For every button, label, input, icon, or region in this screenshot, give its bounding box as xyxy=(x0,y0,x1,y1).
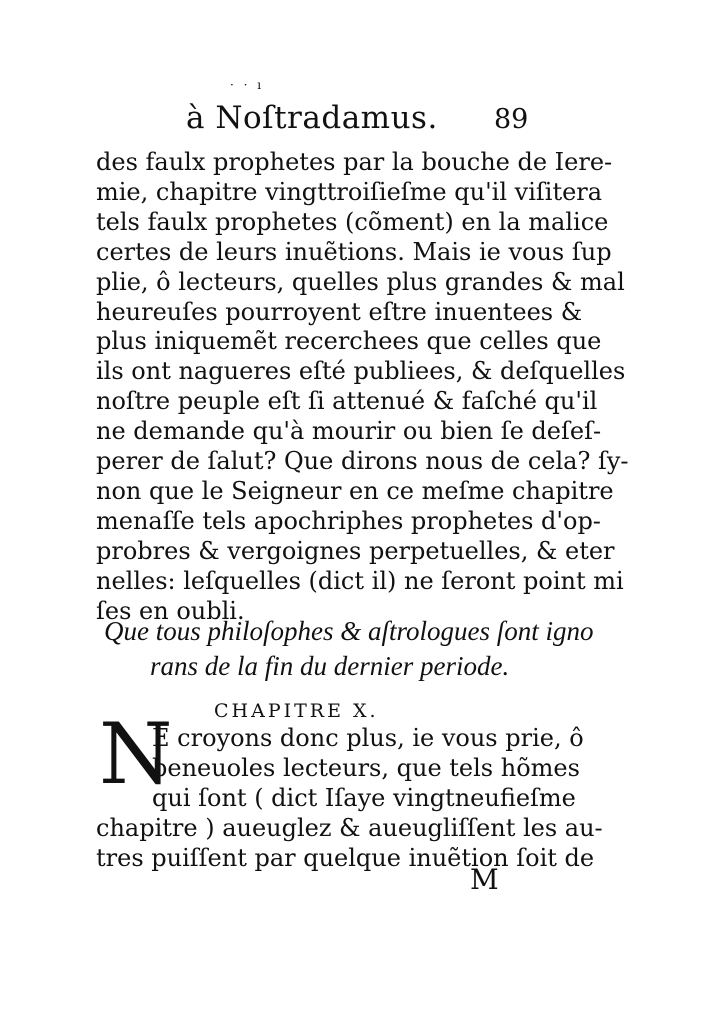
text-line: tres puiſſent par quelque inuẽtion ſoit de xyxy=(96,843,595,872)
text-line: tels faulx prophetes (cõment) en la malice xyxy=(96,207,609,236)
text-line: beneuoles lecteurs, que tels hõmes xyxy=(152,753,580,782)
text-line: menaſſe tels apochriphes prophetes d'op- xyxy=(96,506,601,535)
text-line: plus iniquemẽt recerchees que celles que xyxy=(96,327,602,356)
text-line: ſes en oubli. xyxy=(96,596,245,625)
text-line: E croyons donc plus, ie vous prie, ô xyxy=(152,724,584,752)
text-line: chapitre ) aueuglez & aueugliſſent les au- xyxy=(96,813,603,842)
text-line: mie, chapitre vingttroiſieſme qu'il viſitera xyxy=(96,177,603,206)
catchword: M xyxy=(470,863,499,896)
heading-line: rans de la fin du dernier periode. xyxy=(150,651,510,681)
text-line: noſtre peuple eſt ſi attenué & faſché qu'il xyxy=(96,387,598,416)
text-line: des faulx prophetes par la bouche de Iere- xyxy=(96,148,613,176)
text-line: probres & vergoignes perpetuelles, & eter xyxy=(96,536,615,565)
text-line: qui ſont ( dict Iſaye vingtneufieſme xyxy=(152,783,576,812)
text-line: perer de ſalut? Que dirons nous de cela? ſy- xyxy=(96,447,629,476)
heading-line: Que tous philoſophes & aſtrologues ſont igno xyxy=(104,616,594,646)
text-line: non que le Seigneur en ce meſme chapitre xyxy=(96,476,614,505)
body-paragraph xyxy=(96,148,629,627)
page-number: 89 xyxy=(494,104,529,135)
running-head: à Noſtradamus. xyxy=(186,100,438,136)
text-line: ils ont nagueres eſté publiees, & deſquelles xyxy=(96,357,626,386)
text-line: plie, ô lecteurs, quelles plus grandes & mal xyxy=(96,267,625,296)
ink-speck: · · ı xyxy=(230,78,265,92)
drop-cap-initial: N xyxy=(99,705,173,803)
text-line: certes de leurs inuẽtions. Mais ie vous ſup xyxy=(96,237,612,266)
text-line: ne demande qu'à mourir ou bien ſe deſeſ- xyxy=(96,417,602,446)
chapter-paragraph xyxy=(96,724,603,874)
chapter-label: CHAPITRE X. xyxy=(214,700,379,722)
text-line: heureuſes pourroyent eſtre inuentees & xyxy=(96,297,583,326)
text-line: nelles: leſquelles (dict il) ne ſeront point mi xyxy=(96,566,624,595)
section-heading xyxy=(104,614,594,684)
